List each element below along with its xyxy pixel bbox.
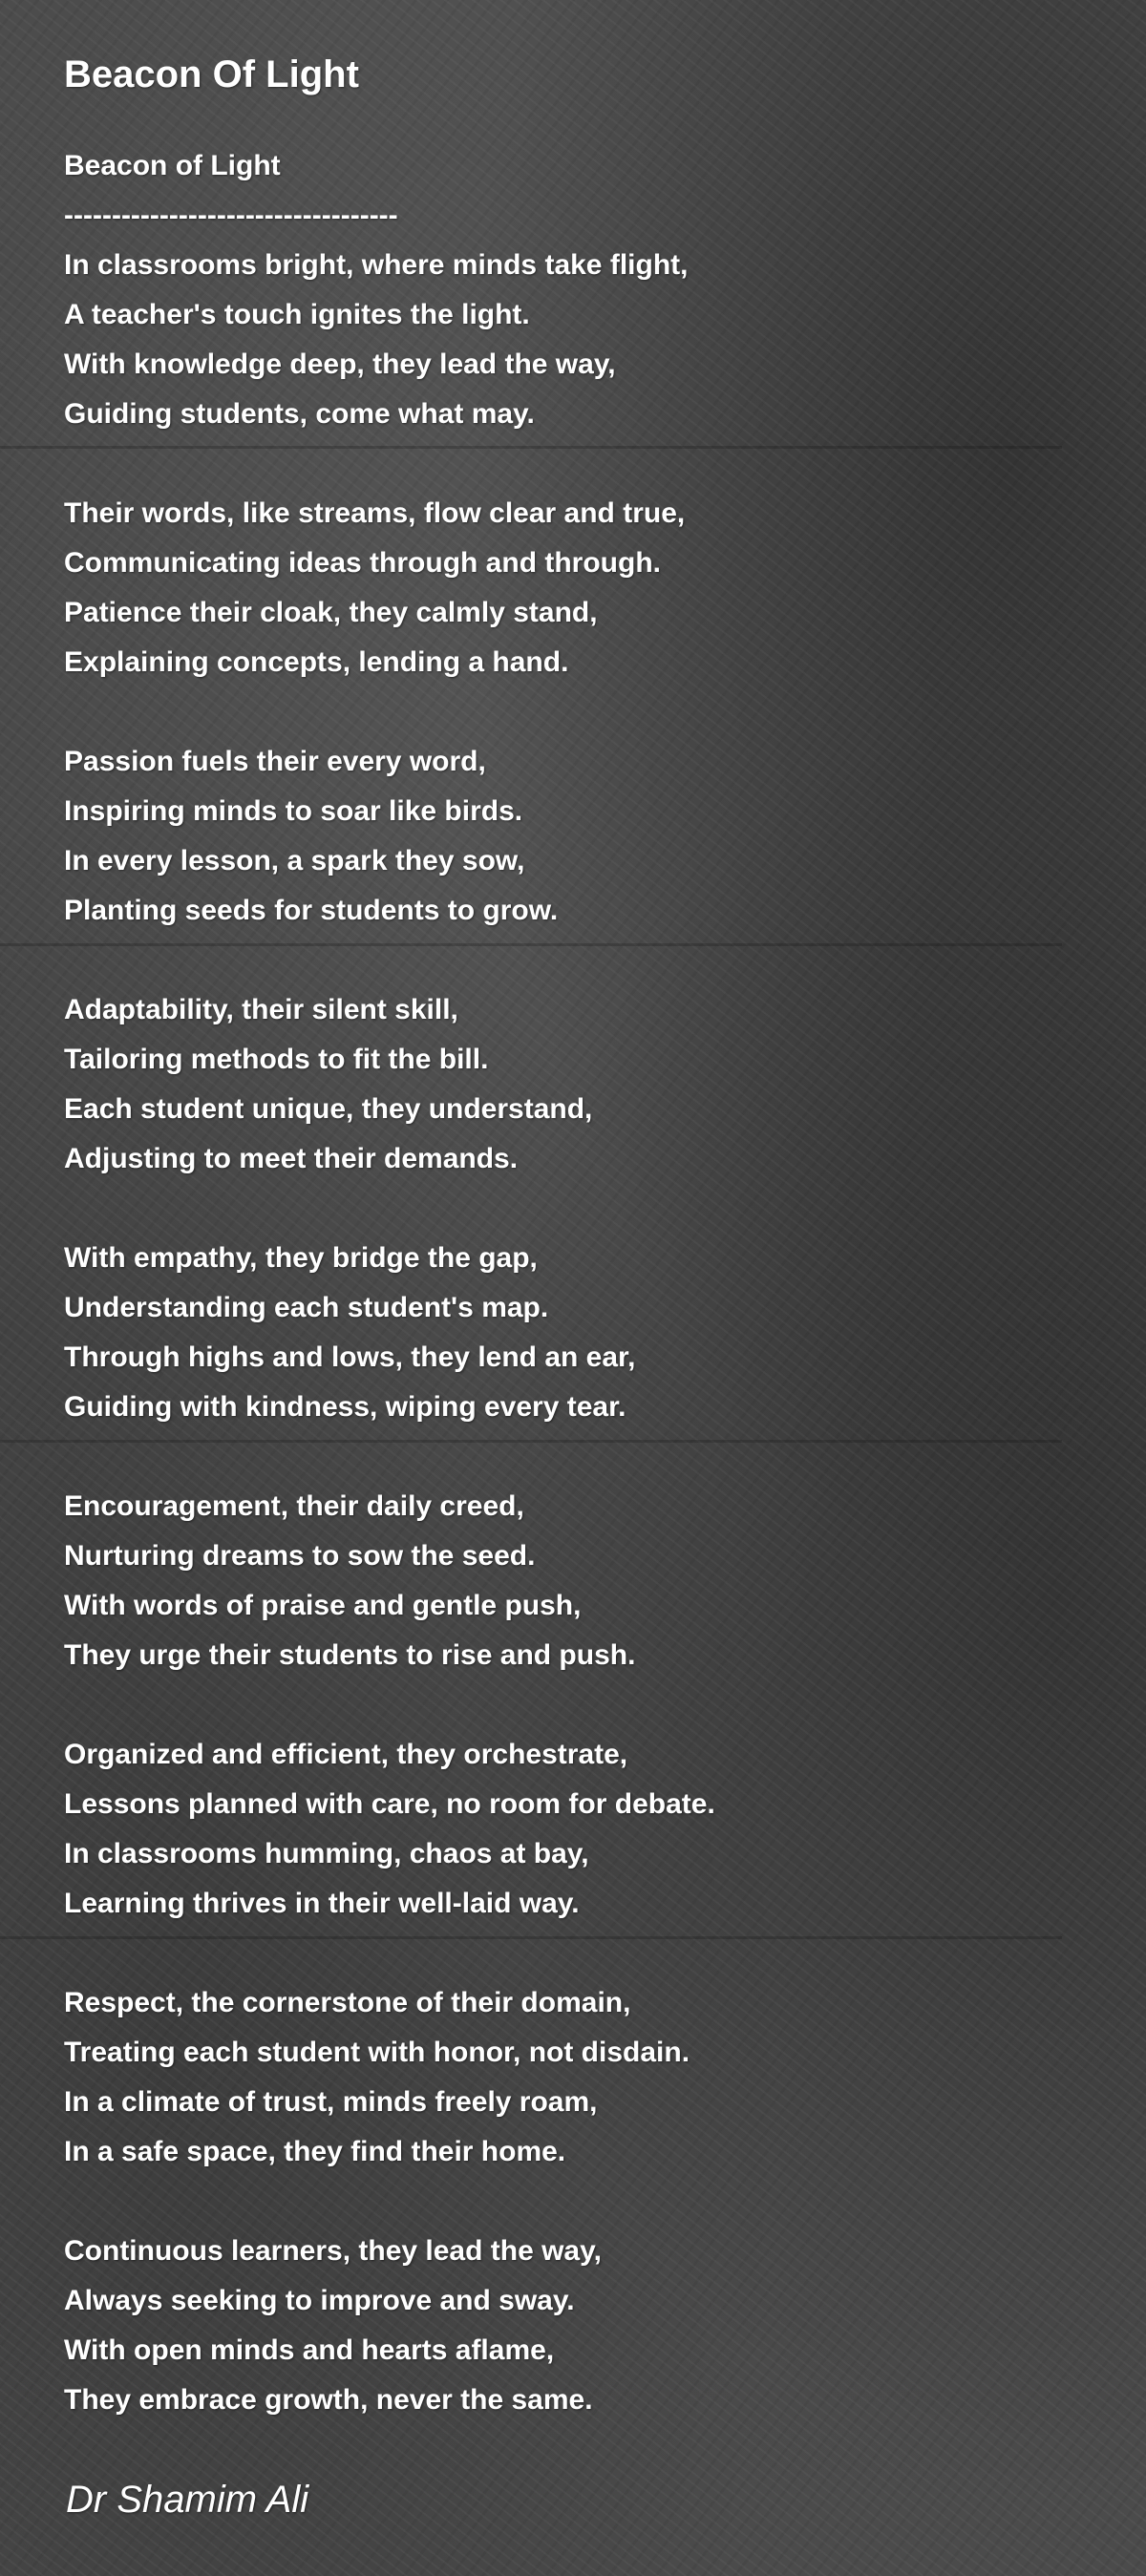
poem-line: They embrace growth, never the same. xyxy=(64,2384,593,2416)
author-name: Dr Shamim Ali xyxy=(66,2479,309,2521)
poem-line: Inspiring minds to soar like birds. xyxy=(64,795,523,827)
poem-line: Respect, the cornerstone of their domain, xyxy=(64,1987,631,2018)
poem-line: Adaptability, their silent skill, xyxy=(64,994,458,1025)
poem-stanza xyxy=(64,2227,1076,2425)
poem-line: Tailoring methods to fit the bill. xyxy=(64,1044,489,1075)
poem-line: Understanding each student's map. xyxy=(64,1292,549,1323)
poem-line: In classrooms bright, where minds take flight, xyxy=(64,249,689,281)
poem-stanza xyxy=(64,1234,1076,1432)
poem-stanza xyxy=(64,985,1076,1184)
poem-line: With words of praise and gentle push, xyxy=(64,1590,582,1621)
poem-line: With empathy, they bridge the gap, xyxy=(64,1242,538,1274)
poem-line: Each student unique, they understand, xyxy=(64,1093,593,1125)
poem-line: They urge their students to rise and push. xyxy=(64,1639,636,1671)
poem-line: Guiding with kindness, wiping every tear. xyxy=(64,1391,626,1423)
poem-divider: ----------------------------------- xyxy=(64,200,398,231)
poem-line: With knowledge deep, they lead the way, xyxy=(64,348,616,380)
poem-line: A teacher's touch ignites the light. xyxy=(64,299,530,330)
poem-stanza xyxy=(64,489,1076,687)
poem-page xyxy=(64,46,1076,2425)
poem-stanza xyxy=(64,737,1076,936)
poem-line: Their words, like streams, flow clear and true, xyxy=(64,497,686,529)
poem-heading: Beacon of Light xyxy=(64,150,281,181)
poem-line: Treating each student with honor, not disdain. xyxy=(64,2037,690,2068)
poem-line: In every lesson, a spark they sow, xyxy=(64,845,525,876)
poem-line: Encouragement, their daily creed, xyxy=(64,1490,524,1522)
poem-line: Nurturing dreams to sow the seed. xyxy=(64,1540,536,1572)
poem-line: Learning thrives in their well-laid way. xyxy=(64,1888,580,1919)
poem-line: Communicating ideas through and through. xyxy=(64,547,661,579)
poem-line: Adjusting to meet their demands. xyxy=(64,1143,519,1174)
poem-line: In a climate of trust, minds freely roam, xyxy=(64,2086,598,2118)
page-title: Beacon Of Light xyxy=(64,53,359,95)
poem-stanza xyxy=(64,1482,1076,1680)
poem-line: Lessons planned with care, no room for debate. xyxy=(64,1788,715,1820)
poem-line: Through highs and lows, they lend an ear, xyxy=(64,1341,636,1373)
poem-stanza xyxy=(64,1730,1076,1929)
poem-line: Explaining concepts, lending a hand. xyxy=(64,646,569,678)
poem-stanza xyxy=(64,1978,1076,2177)
poem-line: Organized and efficient, they orchestrate, xyxy=(64,1739,628,1770)
poem-line: Patience their cloak, they calmly stand, xyxy=(64,597,598,628)
poem-line: With open minds and hearts aflame, xyxy=(64,2334,555,2366)
poem-header-block xyxy=(64,141,1076,439)
poem-line: Planting seeds for students to grow. xyxy=(64,895,559,926)
poem-line: Guiding students, come what may. xyxy=(64,398,535,430)
poem-line: In a safe space, they find their home. xyxy=(64,2136,566,2167)
poem-line: Continuous learners, they lead the way, xyxy=(64,2235,602,2267)
poem-line: In classrooms humming, chaos at bay, xyxy=(64,1838,589,1869)
poem-line: Always seeking to improve and sway. xyxy=(64,2285,575,2316)
poem-line: Passion fuels their every word, xyxy=(64,746,486,777)
